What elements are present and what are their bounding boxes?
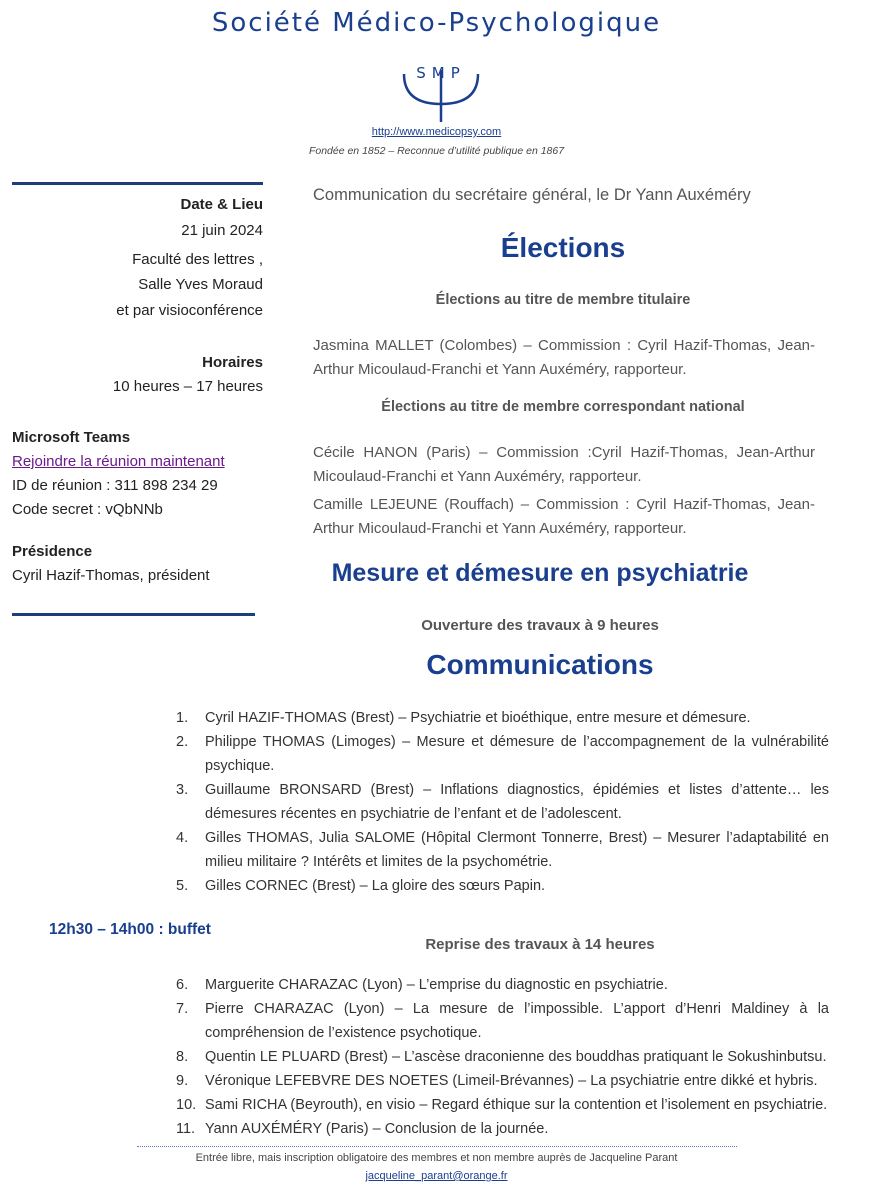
resume-time: Reprise des travaux à 14 heures [425,936,655,953]
talk-item [176,706,829,730]
site-link[interactable]: http://www.medicopsy.com [371,126,502,138]
talk-text: Guillaume BRONSARD (Brest) – Inflations diagnostics, épidémies et listes d’attente… les démesures récentes en psychiatrie de l’enfant et de l’adolescent. [205,782,829,822]
founded-note: Fondée en 1852 – Reconnue d’utilité publique en 1867 [308,145,565,157]
talk-item [176,874,829,898]
talk-number: 8. [176,1049,189,1065]
theme-title: Mesure et démesure en psychiatrie [331,559,749,587]
teams-join-line [12,450,263,473]
logo-text: SMP [416,64,466,82]
talk-text: Véronique LEFEBVRE DES NOETES (Limeil-Brévannes) – La psychiatrie entre dikké et hybris. [205,1073,818,1089]
talk-number: 3. [176,782,189,798]
venue-line-3: et par visioconférence [116,302,263,319]
registration-note: Entrée libre, mais inscription obligatoire des membres et non membre auprès de Jacqueline Parant [195,1152,678,1164]
titulaire-election: Jasmina MALLET (Colombes) – Commission : Cyril Hazif-Thomas, Jean-Arthur Micoulaud-Franchi et Yann Auxéméry, rapporteur. [313,337,815,378]
venue-line-2: Salle Yves Moraud [138,276,263,293]
talk-number: 6. [176,977,189,993]
date-label: Date & Lieu [180,196,263,213]
talk-text: Philippe THOMAS (Limoges) – Mesure et démesure de l’accompagnement de la vulnérabilité psychique. [205,734,829,774]
correspondant-election-2: Camille LEJEUNE (Rouffach) – Commission : Cyril Hazif-Thomas, Jean-Arthur Micoulaud-Franchi et Yann Auxéméry, rapporteur. [313,496,815,537]
contact-email [0,1170,873,1182]
smp-logo [398,62,484,124]
talk-text: Quentin LE PLUARD (Brest) – L’ascèse draconienne des bouddhas pratiquant le Sokushinbutsu. [205,1049,827,1065]
elections-title: Élections [500,232,626,263]
footer-divider [137,1146,737,1147]
talk-text: Gilles CORNEC (Brest) – La gloire des sœurs Papin. [205,878,546,894]
correspondant-heading: Élections au titre de membre correspondant national [381,399,745,415]
sidebar-top-rule [12,182,263,185]
talk-item [176,1093,829,1117]
talk-text: Cyril HAZIF-THOMAS (Brest) – Psychiatrie et bioéthique, entre mesure et démesure. [205,710,751,726]
secretary-communication: Communication du secrétaire général, le Dr Yann Auxéméry [313,186,751,204]
president-name: Cyril Hazif-Thomas, président [12,567,210,584]
talk-item [176,997,829,1045]
talk-number: 9. [176,1073,189,1089]
teams-label: Microsoft Teams [12,429,131,446]
talk-item [176,730,829,778]
talk-item [176,778,829,826]
talk-item [176,826,829,874]
buffet-time: 12h30 – 14h00 : buffet [49,921,211,938]
talk-text: Sami RICHA (Beyrouth), en visio – Regard éthique sur la contention et l’isolement en psychiatrie. [205,1097,828,1113]
hours-label: Horaires [202,354,263,371]
talk-text: Yann AUXÉMÉRY (Paris) – Conclusion de la journée. [205,1121,549,1137]
talk-text: Gilles THOMAS, Julia SALOME (Hôpital Clermont Tonnerre, Brest) – Mesurer l’adaptabilité en milieu militaire ? Intérêts et limites de la psychométrie. [205,830,829,870]
site-url [0,126,873,138]
secret-code: Code secret : vQbNNb [12,501,163,518]
sidebar-bottom-rule [12,613,255,616]
talk-number: 1. [176,710,189,726]
teams-join-link[interactable]: Rejoindre la réunion maintenant [12,453,225,470]
event-date: 21 juin 2024 [181,222,263,239]
opening-time: Ouverture des travaux à 9 heures [421,617,659,634]
talk-number: 10. [176,1097,197,1113]
talk-number: 7. [176,1001,189,1017]
contact-email-link[interactable]: jacqueline_parant@orange.fr [365,1170,508,1182]
talk-text: Pierre CHARAZAC (Lyon) – La mesure de l’impossible. L’apport d’Henri Maldiney à la compréhension de l’existence psychotique. [205,1001,829,1041]
talk-number: 5. [176,878,189,894]
talk-item [176,973,829,997]
presidency-label: Présidence [12,543,93,560]
talk-number: 4. [176,830,189,846]
talk-item [176,1069,829,1093]
talk-number: 2. [176,734,189,750]
hours-value: 10 heures – 17 heures [112,378,263,395]
afternoon-talks-list [176,973,829,1141]
talk-number: 11. [176,1121,196,1137]
talk-text: Marguerite CHARAZAC (Lyon) – L’emprise du diagnostic en psychiatrie. [205,977,668,993]
talk-item [176,1045,829,1069]
titulaire-heading: Élections au titre de membre titulaire [435,292,691,308]
venue-line-1: Faculté des lettres , [132,251,263,268]
meeting-id: ID de réunion : 311 898 234 29 [12,477,218,494]
communications-title: Communications [426,649,654,680]
correspondant-election-1: Cécile HANON (Paris) – Commission :Cyril Hazif-Thomas, Jean-Arthur Micoulaud-Franchi et Yann Auxéméry, rapporteur. [313,444,815,485]
morning-talks-list [176,706,829,898]
society-title: Société Médico-Psychologique [211,8,662,38]
talk-item [176,1117,829,1141]
